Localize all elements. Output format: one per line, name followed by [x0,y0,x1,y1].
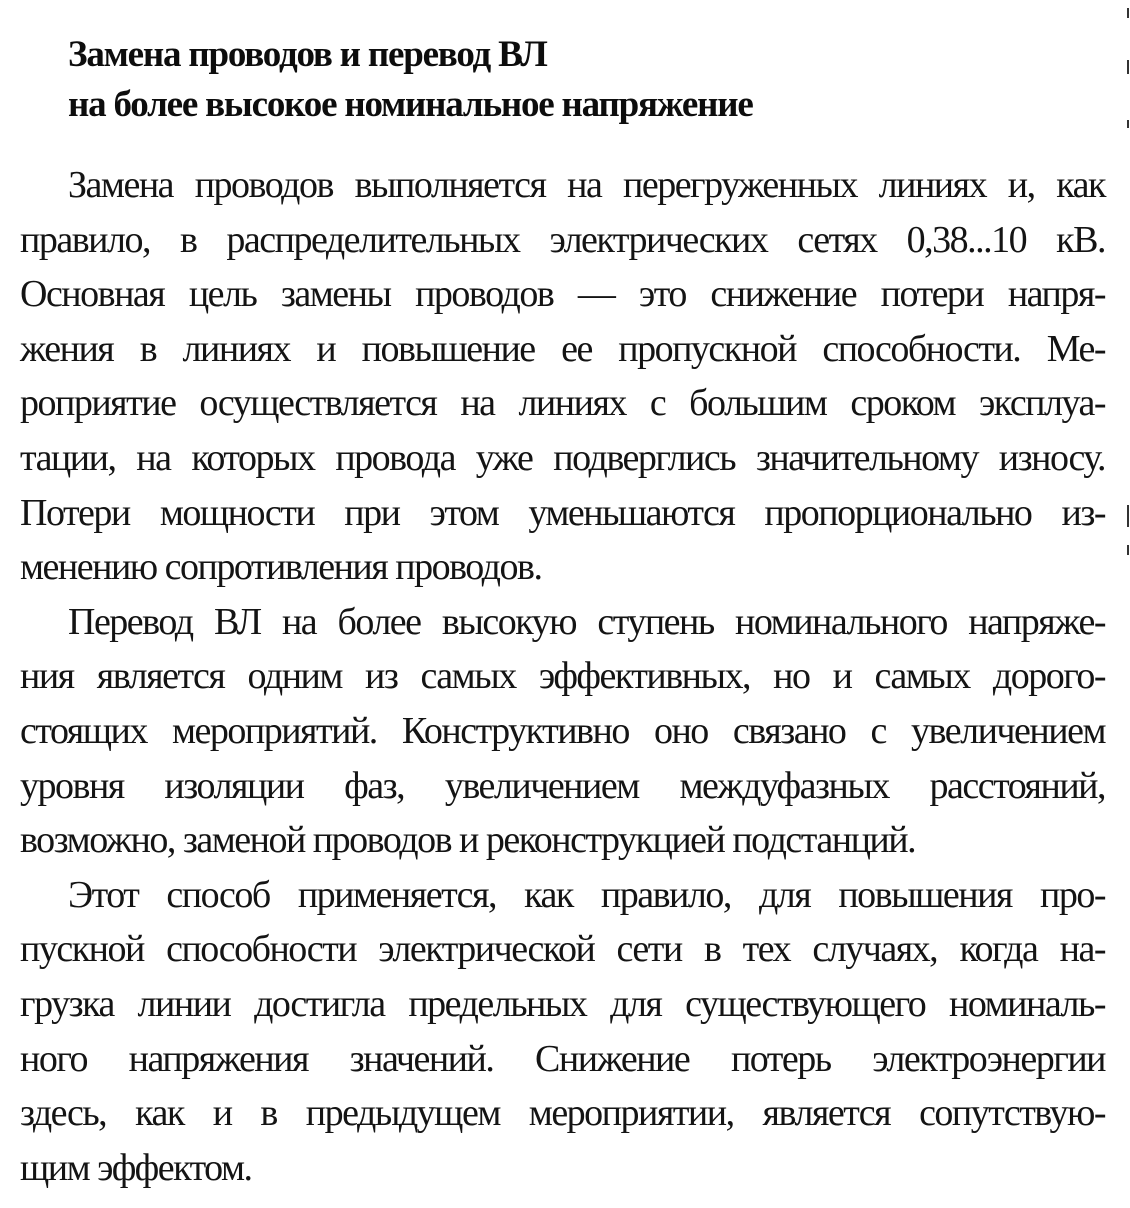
text-line: возможно, заменой проводов и реконструкцией подстанций. [20,819,916,862]
text-line: менению сопротивления проводов. [20,546,542,589]
scan-mark [1127,545,1129,555]
paragraph-method-application [20,868,1105,1196]
text-line: Потери мощности при этом уменьшаются пропорционально из- [20,491,1105,534]
text-line: грузка линии достигла предельных для существующего номиналь- [20,982,1105,1025]
text-line: здесь, как и в предыдущем мероприятии, является сопутствую- [20,1092,1105,1135]
text-line: ного напряжения значений. Снижение потерь электроэнергии [20,1037,1105,1080]
paragraph-wire-replacement [20,158,1105,595]
text-line: жения в линиях и повышение ее пропускной способности. Ме- [20,327,1105,370]
scan-edge-marks [1124,0,1130,1208]
text-line: роприятие осуществляется на линиях с большим сроком эксплуа- [20,382,1105,425]
text-line: ния является одним из самых эффективных, но и самых дорого- [20,655,1105,698]
text-line: уровня изоляции фаз, увеличением междуфазных расстояний, [20,764,1105,807]
heading-line-1: Замена проводов и перевод ВЛ [68,34,547,75]
text-line: тации, на которых провода уже подверглись значительному износу. [20,436,1105,479]
text-line: Этот способ применяется, как правило, для повышения про- [68,873,1105,916]
text-line: стоящих мероприятий. Конструктивно оно связано с увеличением [20,709,1105,752]
scan-mark [1127,8,1129,18]
scan-mark [1127,60,1129,74]
scan-mark [1127,120,1129,128]
text-line: Перевод ВЛ на более высокую ступень номинального напряже- [68,600,1105,643]
heading-line-2: на более высокое номинальное напряжение [68,84,753,125]
section-heading [68,30,1068,130]
text-line: правило, в распределительных электрических сетях 0,38...10 кВ. [20,218,1105,261]
body-text [20,158,1105,1195]
paragraph-voltage-upgrade [20,595,1105,868]
text-line: пускной способности электрической сети в тех случаях, когда на- [20,928,1105,971]
text-line: Замена проводов выполняется на перегруженных линиях и, как [68,164,1105,206]
scan-mark [1127,505,1129,527]
text-line: Основная цель замены проводов — это снижение потери напря- [20,273,1105,316]
text-line: щим эффектом. [20,1146,252,1189]
